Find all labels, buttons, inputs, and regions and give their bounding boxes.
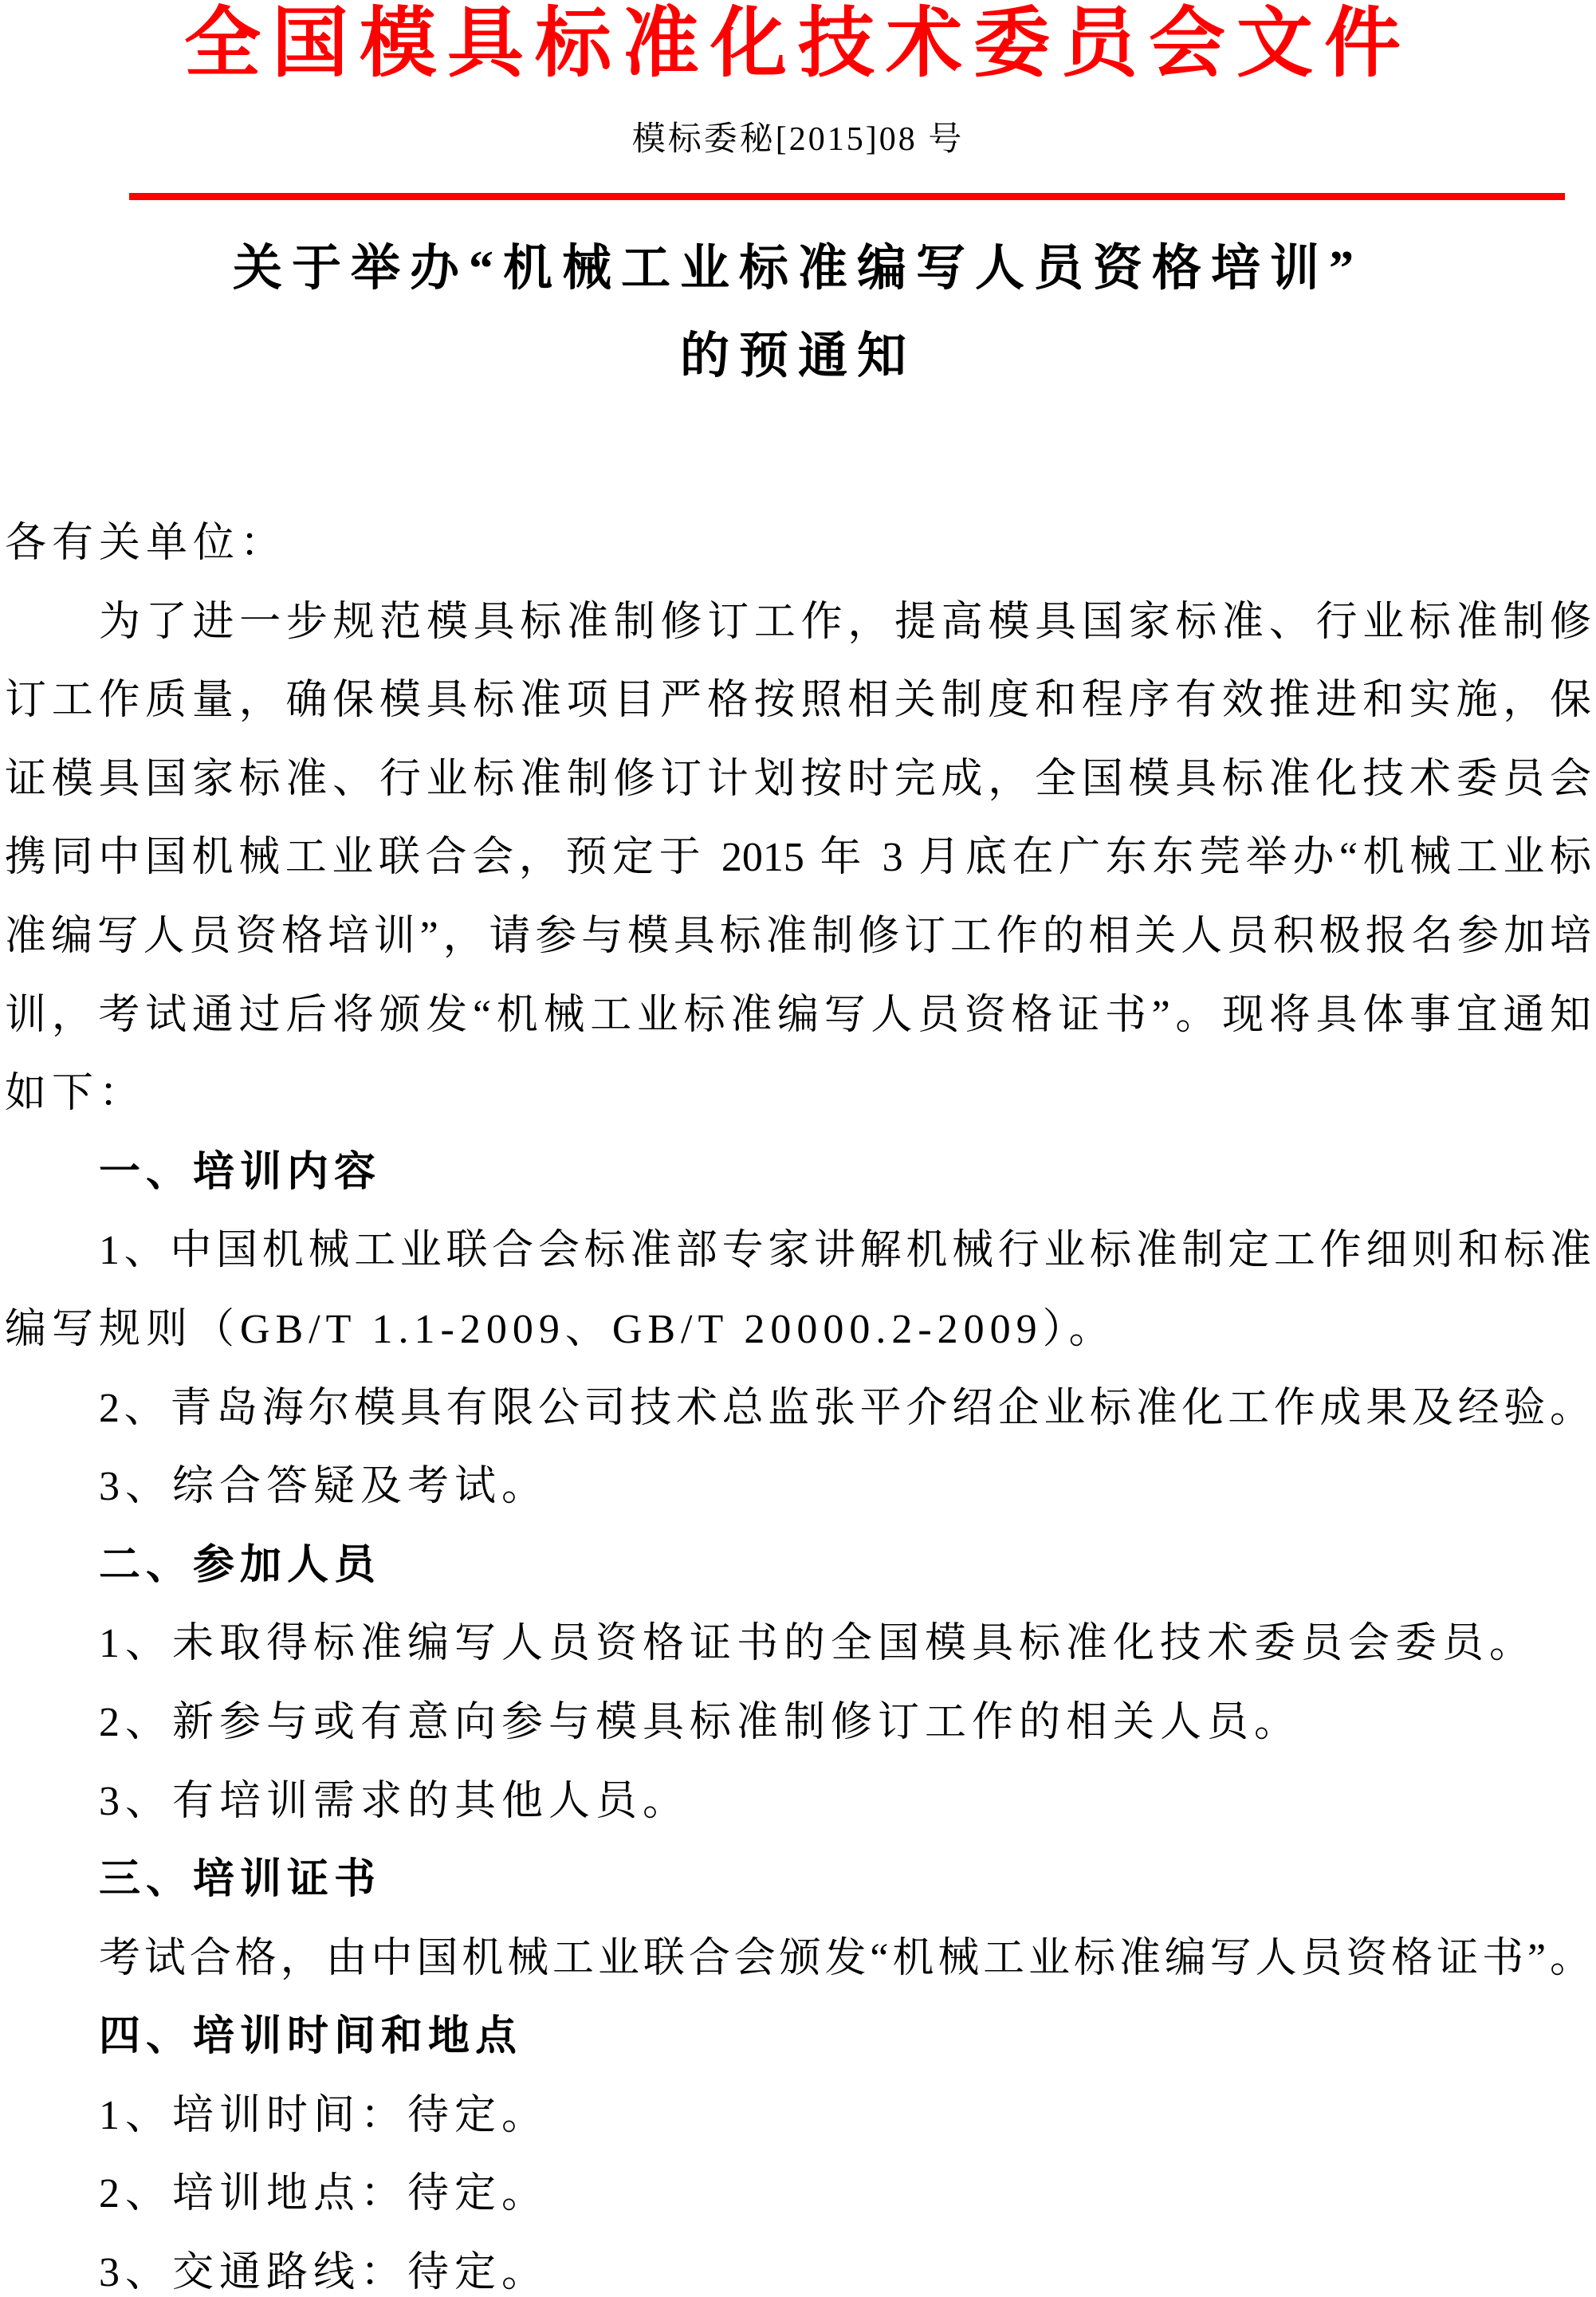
body-line: 如下： [5,1071,147,1117]
body-line: 为了进一步规范模具标准制修订工作，提高模具国家标准、行业标准制修 [99,599,1591,645]
doc-number: 模标委秘[2015]08 号 [631,121,965,158]
list-item: 3、交通路线：待定。 [99,2250,549,2296]
list-item: 1、培训时间：待定。 [99,2092,549,2138]
body-line: 编写规则（GB/T 1.1-2009、GB/T 20000.2-2009）。 [5,1306,1116,1352]
list-item: 3、综合答疑及考试。 [99,1464,549,1510]
body-line: 携同中国机械工业联合会，预定于 2015 年 3 月底在广东东莞举办“机械工业标 [5,835,1591,881]
section-heading: 三、培训证书 [99,1857,382,1903]
list-item: 3、有培训需求的其他人员。 [99,1778,690,1824]
doc-title-line1: 关于举办“机械工业标准编写人员资格培训” [232,242,1363,296]
body-line: 考试合格，由中国机械工业联合会颁发“机械工业标准编写人员资格证书”。 [99,1935,1591,1981]
list-item: 2、青岛海尔模具有限公司技术总监张平介绍企业标准化工作成果及经验。 [99,1385,1591,1431]
list-item: 1、中国机械工业联合会标准部专家讲解机械行业标准制定工作细则和标准 [99,1228,1591,1274]
list-item: 1、未取得标准编写人员资格证书的全国模具标准化技术委员会委员。 [99,1621,1537,1667]
header-divider-line [129,193,1565,200]
list-item: 2、新参与或有意向参与模具标准制修订工作的相关人员。 [99,1699,1302,1745]
section-heading: 二、参加人员 [99,1542,382,1588]
body-line: 订工作质量，确保模具标准项目严格按照相关制度和程序有效推进和实施，保 [5,678,1591,724]
section-heading: 四、培训时间和地点 [99,2014,523,2060]
doc-title-line2: 的预通知 [679,329,916,383]
org-header-title: 全国模具标准化技术委员会文件 [184,1,1412,86]
body-line: 训，考试通过后将颁发“机械工业标准编写人员资格证书”。现将具体事宜通知 [5,992,1591,1038]
salutation-line: 各有关单位： [5,521,288,566]
body-line: 准编写人员资格培训”，请参与模具标准制修订工作的相关人员积极报名参加培 [5,913,1591,959]
doc-body [5,505,1591,2297]
doc-title [0,225,1596,400]
section-heading: 一、培训内容 [99,1149,382,1195]
list-item: 2、培训地点：待定。 [99,2171,549,2217]
body-line: 证模具国家标准、行业标准制修订计划按时完成，全国模具标准化技术委员会 [5,756,1591,802]
